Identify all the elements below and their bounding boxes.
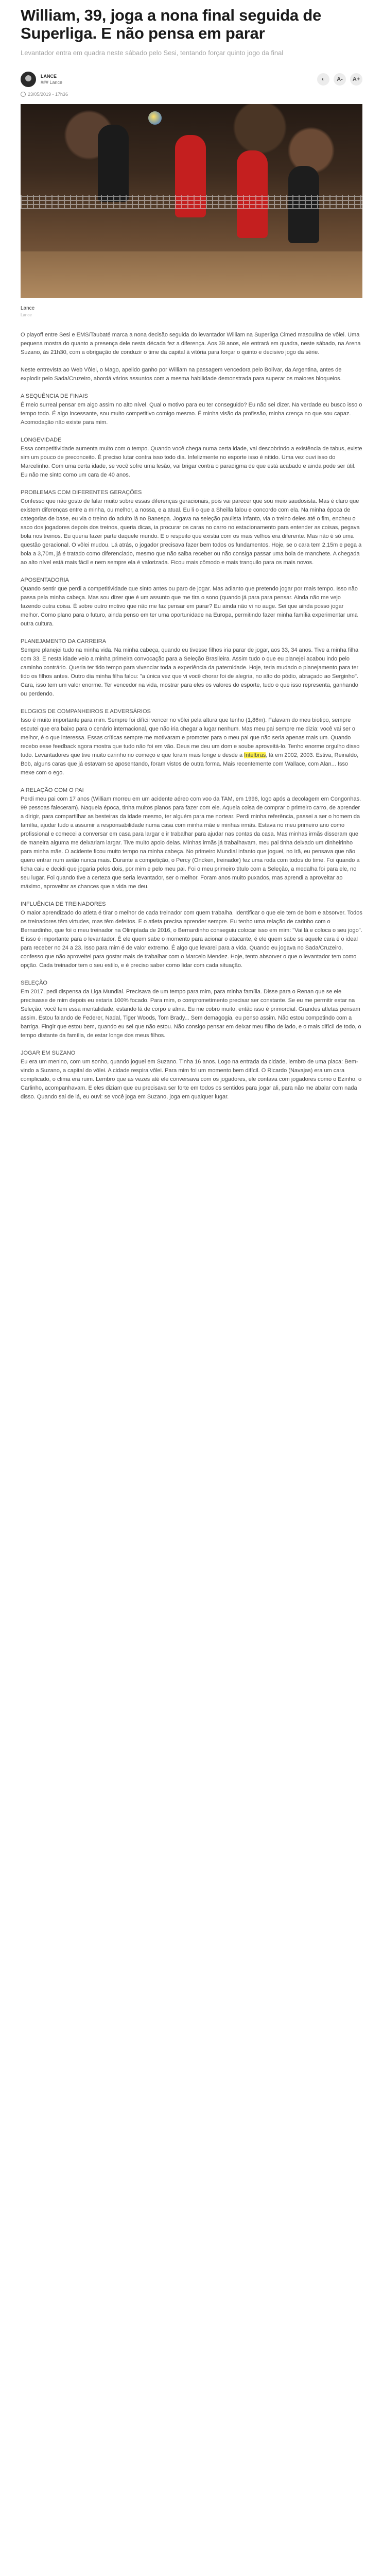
photo-player-teammate — [237, 150, 268, 238]
section-heading-planejamento: PLANEJAMENTO DA CARREIRA — [21, 638, 107, 645]
article-body — [21, 331, 362, 1101]
author-name[interactable]: ### Lance — [41, 80, 63, 85]
section-paragraph: Eu era um menino, com um sonho, quando joguei em Suzano. Tinha 16 anos. Logo na entrada da cidade, lembro de uma placa: Bem-vindo a Suzano, a capital do vôlei. A cidade respira vôlei. Para mim foi um momento bem difícil. O Ricardo (Navajas) era um cara complicado, o clima era ruim. Lembro que as vezes até ele conversava com os jogadores, ele contava com jogadores como o Ezinho, o Carlinho, acompanhavam. E eles diziam que eu precisava ser forte em todos os sentidos para jogar ali, para não me abalar com nada disso. Quando sai de lá, eu ouvi: se você joga em Suzano, joga em qualquer lugar. — [21, 1059, 362, 1100]
photo-floor — [21, 251, 362, 298]
intro-paragraph-2: Neste entrevista ao Web Vôlei, o Mago, apelido ganho por William na passagem vencedora pelo Bolívar, da Argentina, antes de explodir pelo Sada/Cruzeiro, abordá vários assuntos com a mesma habilidade demonstrada para superar os maiores bloqueios. — [21, 367, 342, 382]
author-avatar — [21, 72, 36, 87]
section-heading-finais: A SEQUÊNCIA DE FINAIS — [21, 393, 88, 399]
section-paragraph: Em 2017, pedi dispensa da Liga Mundial. Precisava de um tempo para mim, para minha família. Disse para o Renan que se ele precisasse de mim depois eu estaria 100% focado. Para mim, o comprometimento precisar ser constante. Se eu me permitir estar na Seleção, você tem essa mentalidade, estando lá de corpo e alma. Eu me cobro muito, então isso é primordial. Grandes atletas pensam assim. Estou falando de Federer, Nadal, Tiger Woods, Tom Brady... Sem demagogia, eu penso assim. Não estou competindo com a barriga. Fingir que estou bem, quando eu sei que não estou. Não consigo pensar em deixar meu filho de lado, e o mais difícil de todo, o tempo distante da família, de estar longe dos meus filhos. — [21, 989, 361, 1039]
clock-icon — [21, 92, 26, 97]
photo-caption: Lance — [21, 306, 35, 311]
photo-credit: Lance — [21, 313, 32, 317]
section-paragraph: Perdi meu pai com 17 anos (William morreu em um acidente aéreo com voo da TAM, em 1996, logo após a decolagem em Congonhas. 99 pessoas faleceram). Naquela época, tinha muitos planos para fazer com ele. Aquela coisa de comprar o primeiro carro, de aprender a dirigir, para compartilhar as besteiras da idade mesmo, ter alguém para me nortear. Perdi minha referência, passei a ser o homem da família, ajudar tudo a assumir a responsabilidade numa casa com minha mãe e minhas irmãs. Estava no meu primeiro ano como profissional e comecei a conversar em casa para largar e ir trabalhar para ajudar nas contas da casa. Mas minhas irmãs disseram que de maneira alguma me deixariam largar. Tive muito apoio delas. Minhas irmãs já trabalhavam, meu pai tinha deixado um dinheirinho para minha mãe. O acidente ficou muito tempo na minha cabeça. No primeiro Mundial infanto que joguei, no Irã, eu pensava que não quero entrar num avião nunca mais. Durante a competição, o Percy (Oncken, treinador) fez uma roda com todos do time. Foi quando a ficha caiu e decidi que jogaria pelos dois, por mim e pelo meu pai. Foi o meu primeiro título com a Seleção, a medalha foi para ele, no seu lugar. Foi quando tive a certeza que seria levantador, ser o melhor. Foram anos muito puxados, mas aprendi a aproveitar ao máximo, aproveitar as chances que a vida me deu. — [21, 796, 361, 890]
contrast-toggle-icon[interactable]: ◐ — [317, 73, 329, 86]
section-heading-pai: A RELAÇÃO COM O PAI — [21, 787, 84, 793]
volleyball-photo — [21, 104, 362, 298]
article-photo — [21, 104, 362, 317]
section-paragraph: Quando sentir que perdi a competitividade que sinto antes ou paro de jogar. Mas adianto que pretendo jogar por mais tempo. Isso não passa pela minha cabeça. Mas sou dizer que é um assunto que me tira o sono (quando já para para pensar. Ainda não me vejo fazendo outra coisa. É sobre outro motivo que não me faz pensar em parar? Eu ainda não vi no auge. Sei que ainda posso jogar melhor. Como plano para o futuro, ainda penso em ter uma oportunidade na Europa, permitindo fazer minha família experimentar uma outra cultura. — [21, 586, 358, 627]
article-title: William, 39, joga a nona final seguida de Superliga. E não pensa em parar — [21, 6, 322, 42]
section-paragraph: Confesso que não gosto de falar muito sobre essas diferenças geracionais, pois vai parecer que sou meio saudosista. Mas é claro que existem diferenças entre a minha, ou melhor, a nossa, e a atual. Eu li o que a Sheilla falou e concordo com ela. Na minha época de categorias de base, eu via o treino do adulto lá no Banespa. Jogava na seleção paulista infanto, via o treino deles até o fim, encheu o saco dos jogadores depois dos treinos, queria dicas, ia procurar os caras no carro no estacionamento para entender as coisas, pegava bola nos treinos. Eu queria fazer parte daquele mundo. E o respeito que existia com os mais velhos era diferente. Mas não é só uma questão geracional. O vôlei mudou. Lá atrás, o jogador precisava fazer bem todos os fundamentos. Hoje, se o cara tem 2,15m e pega a bola a 3,70m, já é tratado como diferenciado, mesmo que não saiba receber ou não consiga passar uma bola de manchete. A chegada ao alto nível está mais fácil e nem sempre ela é valorizada. Ficou mais cômodo e mais tranquilo para os mais novos. — [21, 498, 362, 566]
section-heading-elogios: ELOGIOS DE COMPANHEIROS E ADVERSÁRIOS — [21, 708, 151, 715]
section-heading-selecao: SELEÇÃO — [21, 980, 47, 986]
section-heading-aposentadoria: APOSENTADORIA — [21, 577, 69, 583]
paragraph-text: , lá em 2002, 2003. Estiva, Reinaldo, Bob, alguns caras que já estavam se aposentando, foram vistos de outra forma. Mais recentemente com Wallace, com Alan... Isso mexe com o ego. — [21, 752, 359, 776]
article-subtitle: Levantador entra em quadra neste sábado pelo Sesi, tentando forçar quinto jogo da final — [21, 49, 284, 57]
author-info — [41, 73, 62, 86]
font-decrease-button[interactable]: A- — [334, 73, 346, 86]
section-heading-geracoes: PROBLEMAS COM DIFERENTES GERAÇÕES — [21, 489, 142, 496]
highlighted-link-intelbras[interactable]: Intelbras — [244, 752, 266, 758]
section-paragraph: É meio surreal pensar em algo assim no alto nível. Qual o motivo para eu ter conseguido? Eu não sei dizer. Na verdade eu busco isso o tempo todo. É algo incessante, sou muito competitivo comigo mesmo. É minha visão da profissão, minha crença no que sou capaz. Acomodação não existe para mim. — [21, 402, 362, 426]
font-increase-button[interactable]: A+ — [350, 73, 362, 86]
section-label: LANCE — [41, 74, 57, 79]
paragraph-text: Isso é muito importante para mim. Sempre foi difícil vencer no vôlei pela altura que tenho (1,86m). Falavam do meu biotipo, sempre escutei que era baixo para o cenário internacional, que não iria chegar a lugar nenhum. Mas meu pai sempre me dizia: você vai ser o melhor, é o que interessa. Essas críticas sempre me motivaram e promoter para o meu pai que não seria apenas mais um. Quando recebo esse feedback agora mostra que tudo não foi em vão. Deus me deu um dom e soube aproveitá-lo. Tenho enorme orgulho disso tudo. Levantadores que tive muito carinho no começo e que foram mais longe e desde a — [21, 717, 360, 758]
section-paragraph: O maior aprendizado do atleta é tirar o melhor de cada treinador com quem trabalha. Identificar o que ele tem de bom e absorver. Todos os treinadores têm virtudes, mas têm defeitos. E o atleta precisa aprender sempre. Eu tenho uma relação de carinho com o Bernardinho, que foi o meu treinador na Olimpíada de 2016, o Bernardinho conseguiu colocar isso em mim: "Vai lá e coloca o seu jogo". E isso é importante para o levantador. É ele quem sabe o momento para acionar o atacante, é ele quem sabe se aquele cara é o ideal para receber no 24 a 23. Isso para mim é de valor extremo. É algo que levarei para a vida. Quando eu jogava no Sada/Cruzeiro, confesso que não aproveitei para gostar mais de trabalhar com o Marcelo Mendez. Hoje, tento absorver o que o levantador tem como opção. Cada treinador tem o seu estilo, e é preciso saber como lidar com cada situação. — [21, 910, 362, 969]
photo-player-setter — [98, 125, 129, 202]
section-paragraph — [21, 716, 362, 777]
volleyball-icon — [148, 111, 162, 125]
section-heading-treinadores: INFLUÊNCIA DE TREINADORES — [21, 901, 106, 907]
publish-date: 23/05/2019 - 17h36 — [28, 92, 68, 97]
reading-tools — [317, 73, 362, 86]
publish-date-row — [21, 92, 362, 97]
section-paragraph: Essa competitividade aumenta muito com o tempo. Quando você chega numa certa idade, vai descobrindo a existência de tabus, existe sim um pouco de preconceito. É preciso lutar contra isso todo dia. Infelizmente no esporte isso é nítido. Uma vez ouvi isso do Marcelinho. Com uma certa idade, se você sofre uma lesão, vai brigar contra o paradigma de que está acabado e ainda pode ser útil. Eu não me sinto como um cara de 40 anos. — [21, 446, 362, 478]
section-heading-longevidade: LONGEVIDADE — [21, 437, 62, 443]
article-meta — [21, 68, 362, 91]
photo-net — [21, 195, 362, 209]
section-heading-suzano: JOGAR EM SUZANO — [21, 1050, 76, 1056]
intro-paragraph-1: O playoff entre Sesi e EMS/Taubaté marca a nona decisão seguida do levantador William na Superliga Cimed masculina de vôlei. Uma pequena mostra do quanto a presença dele nesta década fez a diferença. Aos 39 anos, ele entrará em quadra, neste sábado, na Arena Suzano, às 21h30, com a obrigação de conduzir o time da capital à vitória para forçar o quinto e decisivo jogo da série. — [21, 332, 361, 355]
section-paragraph: Sempre planejei tudo na minha vida. Na minha cabeça, quando eu tivesse filhos iria parar de jogar, aos 33, 34 anos. Tive a minha filha com 33. E nesta idade veio a minha primeira convocação para a Seleção Brasileira. Assim tudo o que eu planejei acabou indo pelo caminho contrário. Queria ter tido tempo para vivenciar toda a experiência da paternidade. Hoje, teria mudado o planejamento para ter tido os filhos antes. Outro dia minha filha falou: "a única vez que vi você chorar foi de alegria, no alto do pódio, abraçado ao Serginho". Cara, isso tem um valor enorme. Ter vencedor na vida, mostrar para eles os valores do esporte, tudo o que isso representa, ganhando ou perdendo. — [21, 647, 359, 697]
